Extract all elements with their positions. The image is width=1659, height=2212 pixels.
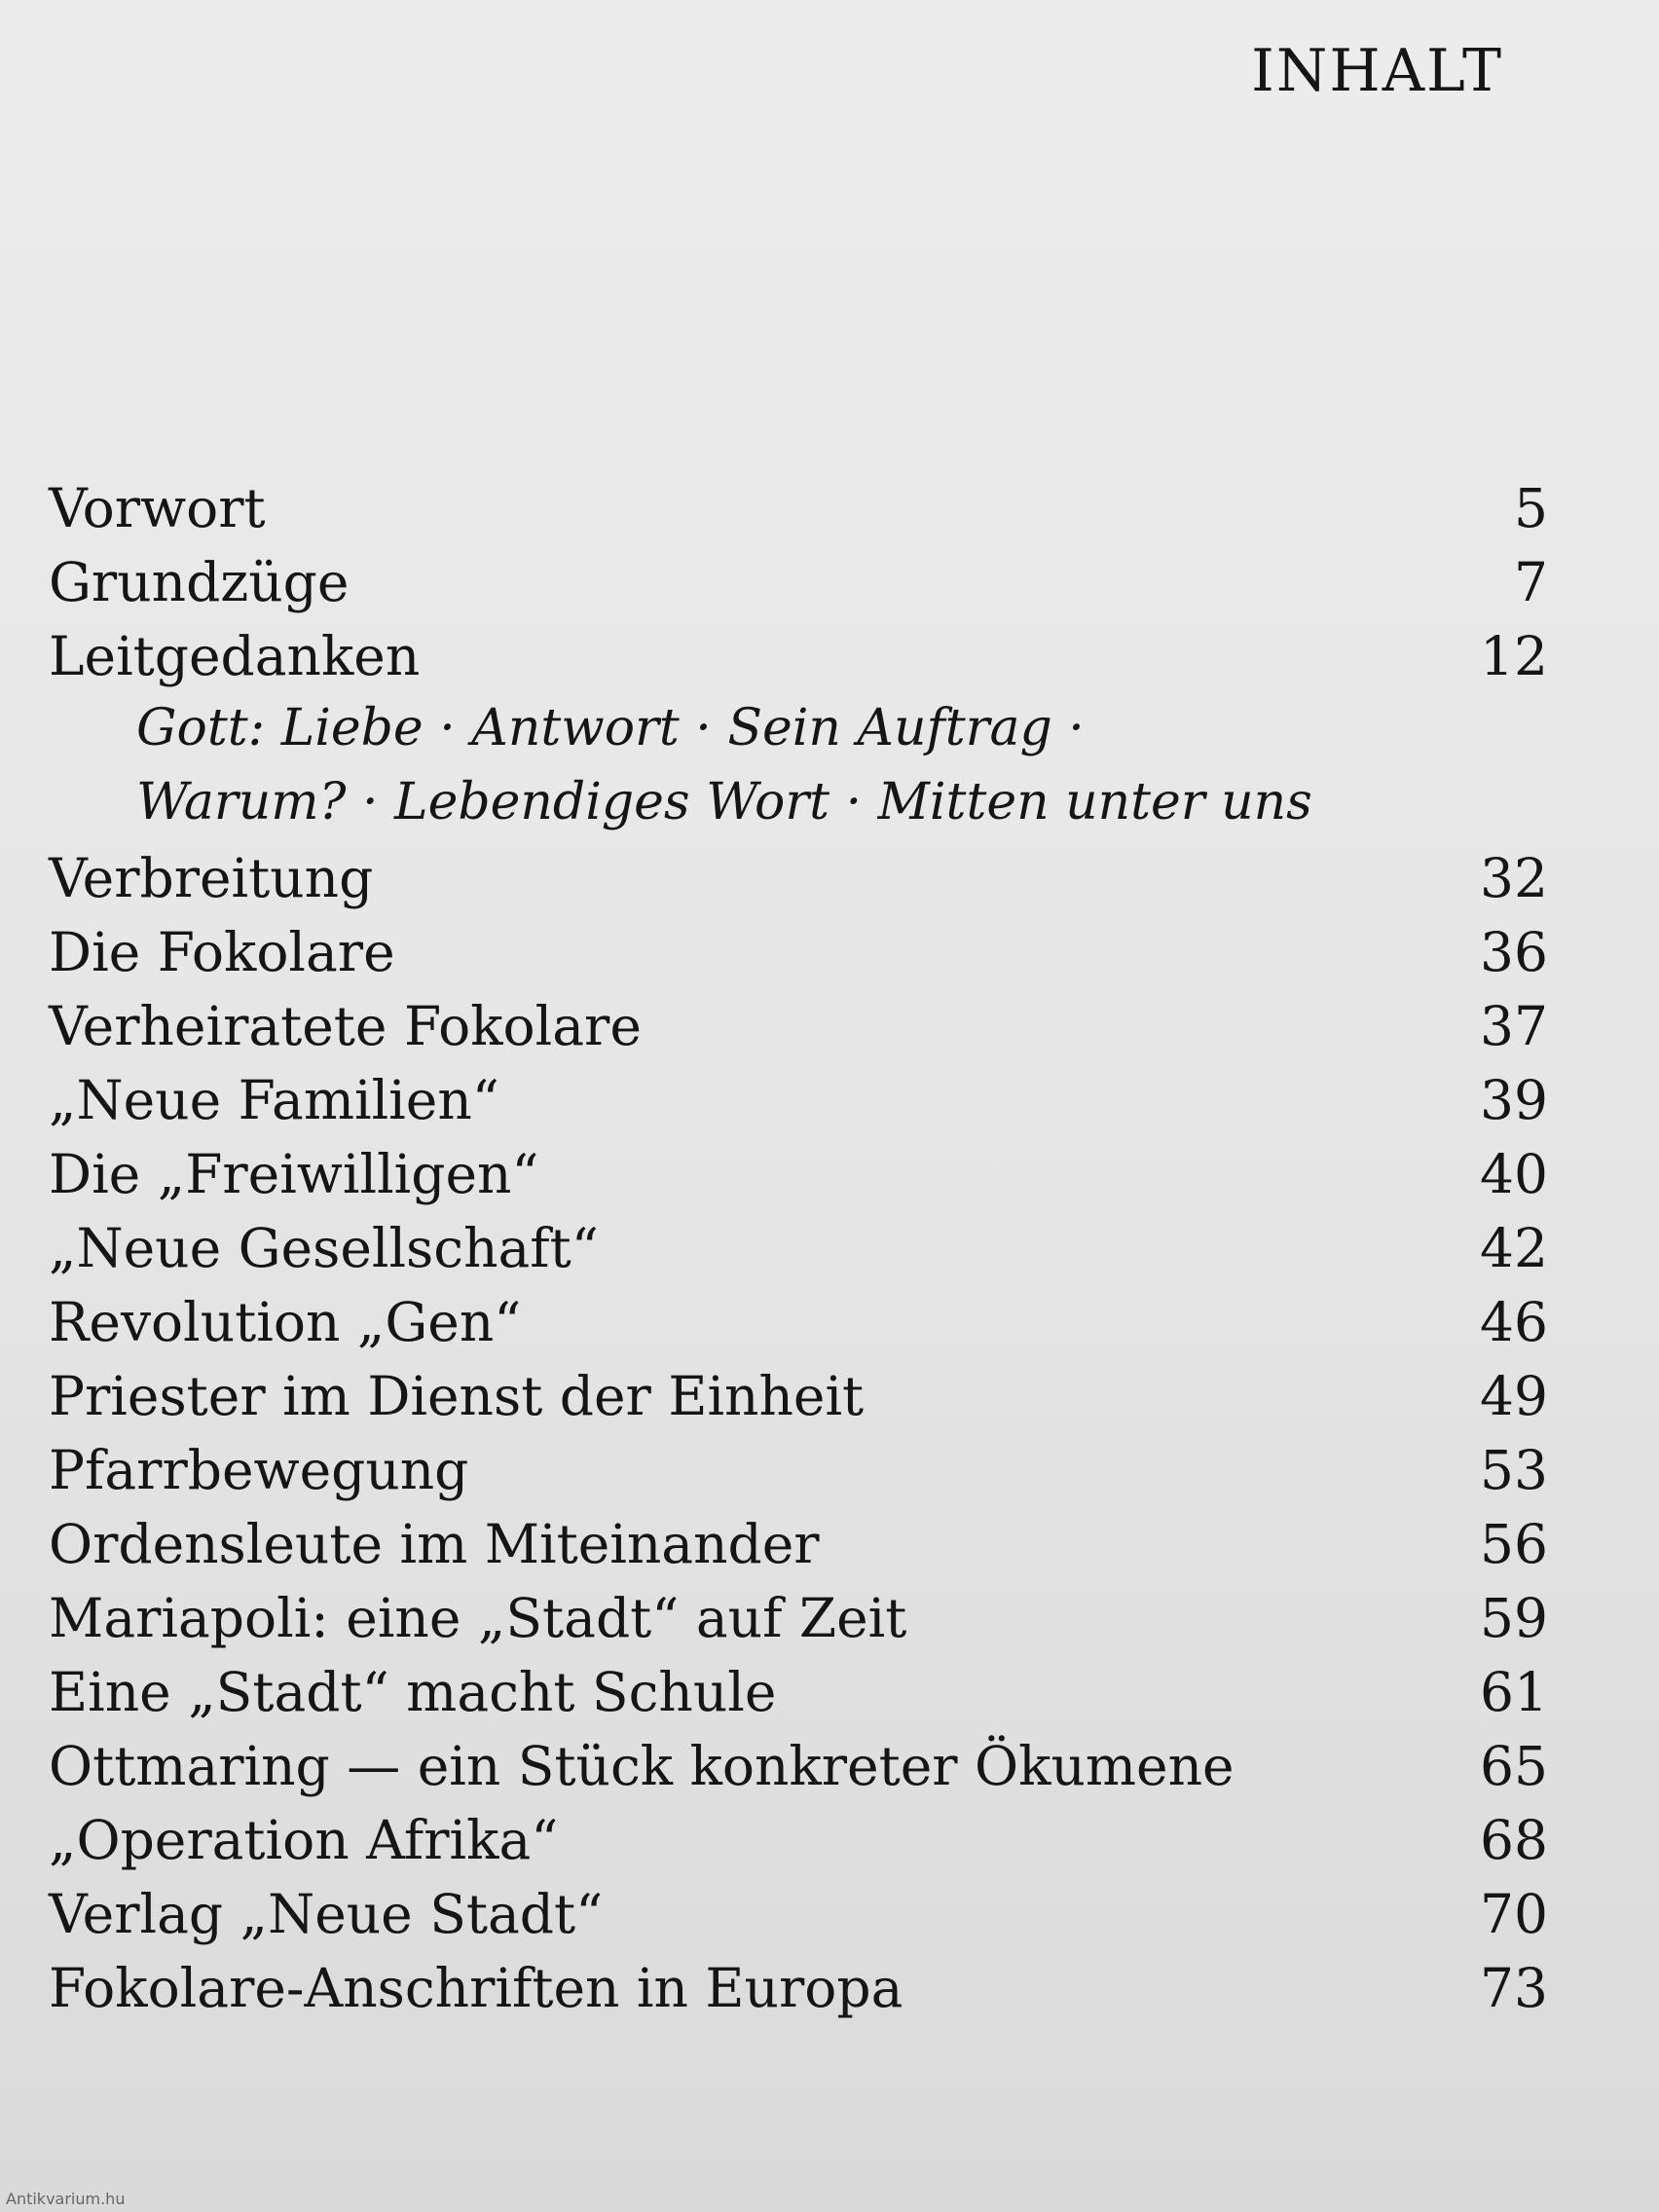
toc-entry: [49, 1217, 1548, 1291]
toc-entry-title: Fokolare-Anschriften in Europa: [49, 1957, 903, 2019]
toc-entry-title: Priester im Dienst der Einheit: [49, 1365, 865, 1427]
toc-entry-title: Vorwort: [49, 477, 266, 539]
toc-entry-title: Revolution „Gen“: [49, 1291, 522, 1353]
toc-entry-page: 40: [1480, 1143, 1548, 1205]
toc-entry-title: Leitgedanken: [49, 625, 421, 687]
toc-entry: [49, 1365, 1548, 1439]
toc-entry-page: 7: [1514, 551, 1548, 613]
watermark: Antikvarium.hu: [6, 2190, 126, 2208]
toc-entry: [49, 1291, 1548, 1365]
toc-entry-title: „Neue Gesellschaft“: [49, 1217, 599, 1279]
toc-entry: [49, 1069, 1548, 1143]
page-heading: INHALT: [1251, 37, 1503, 105]
toc-entry-page: 61: [1480, 1661, 1548, 1723]
toc-entry-title: Mariapoli: eine „Stadt“ auf Zeit: [49, 1587, 907, 1649]
toc-entry-title: Grundzüge: [49, 551, 350, 613]
toc-entry-page: 56: [1480, 1513, 1548, 1575]
toc-entry: [49, 995, 1548, 1069]
toc-entry: [49, 921, 1548, 995]
toc-entry-page: 12: [1480, 625, 1548, 687]
toc-entry-page: 39: [1480, 1069, 1548, 1131]
toc-entry-title: Ottmaring — ein Stück konkreter Ökumene: [49, 1735, 1235, 1797]
toc-entry-page: 68: [1480, 1809, 1548, 1871]
toc-entry: [49, 1661, 1548, 1735]
toc-subtopics-line: [49, 699, 1548, 773]
toc-entry: [49, 477, 1548, 551]
toc-entry-page: 36: [1480, 921, 1548, 983]
toc-subtopics-text: Warum? · Lebendiges Wort · Mitten unter uns: [136, 773, 1312, 831]
toc-entry-page: 37: [1480, 995, 1548, 1057]
toc-entry: [49, 1883, 1548, 1957]
toc-entry-page: 59: [1480, 1587, 1548, 1649]
table-of-contents: [49, 477, 1548, 2031]
toc-entry: [49, 1513, 1548, 1587]
toc-entry-page: 65: [1480, 1735, 1548, 1797]
toc-entry-title: Verlag „Neue Stadt“: [49, 1883, 604, 1945]
toc-entry-page: 42: [1480, 1217, 1548, 1279]
toc-entry: [49, 551, 1548, 625]
toc-entry: [49, 1143, 1548, 1217]
toc-entry-title: „Neue Familien“: [49, 1069, 499, 1131]
toc-subtopics-line: [49, 773, 1548, 847]
toc-entry-page: 49: [1480, 1365, 1548, 1427]
toc-entry: [49, 1439, 1548, 1513]
toc-entry-title: Verbreitung: [49, 847, 374, 909]
toc-entry-title: Pfarrbewegung: [49, 1439, 469, 1501]
toc-entry: [49, 847, 1548, 921]
toc-entry-title: Verheiratete Fokolare: [49, 995, 642, 1057]
toc-entry-page: 70: [1480, 1883, 1548, 1945]
toc-entry-title: Eine „Stadt“ macht Schule: [49, 1661, 777, 1723]
toc-subtopics-text: Gott: Liebe · Antwort · Sein Auftrag ·: [136, 699, 1085, 757]
toc-entry-title: Die „Freiwilligen“: [49, 1143, 539, 1205]
toc-entry-page: 53: [1480, 1439, 1548, 1501]
toc-entry: [49, 1587, 1548, 1661]
toc-entry: [49, 1735, 1548, 1809]
toc-entry-title: Die Fokolare: [49, 921, 395, 983]
toc-entry-page: 5: [1514, 477, 1548, 539]
toc-entry-title: Ordensleute im Miteinander: [49, 1513, 820, 1575]
toc-entry: [49, 625, 1548, 699]
toc-entry-page: 32: [1480, 847, 1548, 909]
toc-entry-page: 73: [1480, 1957, 1548, 2019]
toc-entry-title: „Operation Afrika“: [49, 1809, 559, 1871]
toc-entry: [49, 1809, 1548, 1883]
toc-entry: [49, 1957, 1548, 2031]
toc-entry-page: 46: [1480, 1291, 1548, 1353]
